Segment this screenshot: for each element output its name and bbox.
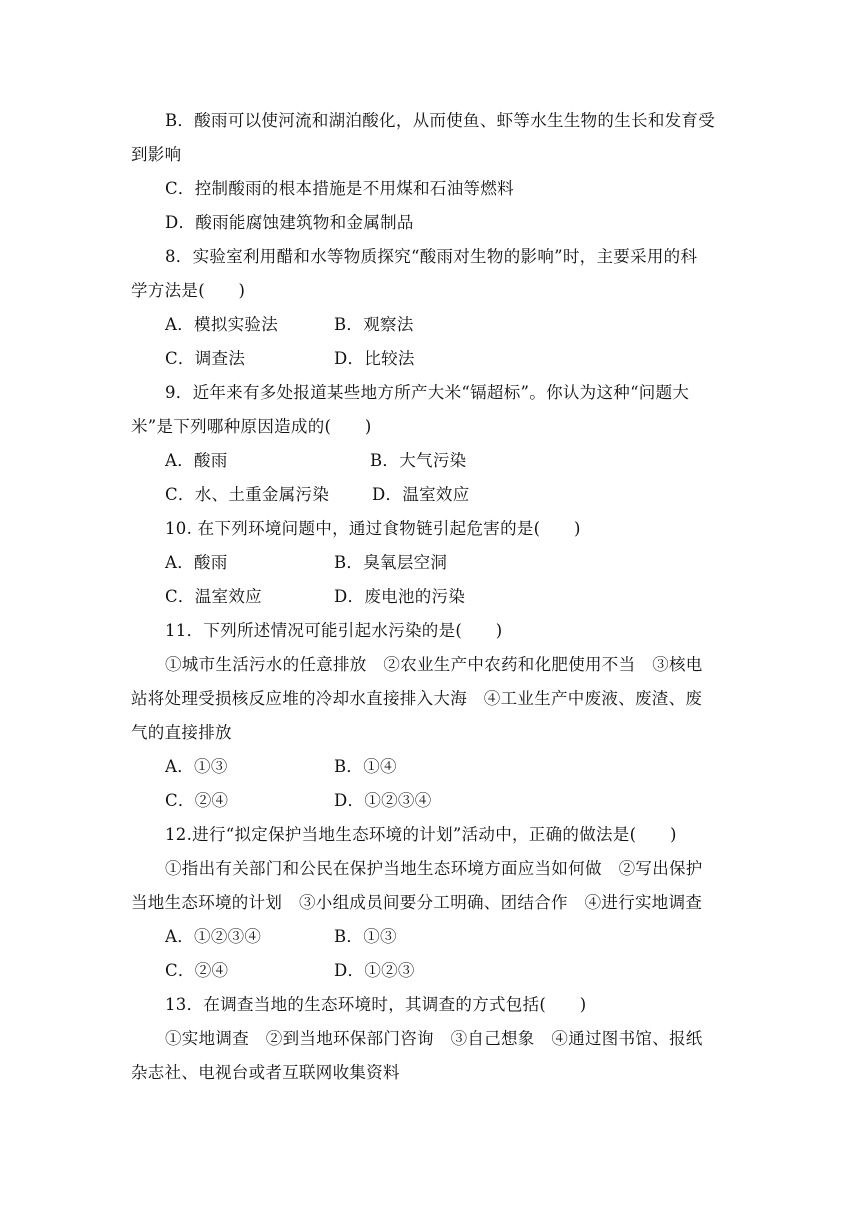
q8-option-c: C．调查法 (165, 349, 246, 368)
question-13: 13．在调查当地的生态环境时，其调查的方式包括( ) (165, 995, 587, 1014)
question-11: 11．下列所述情况可能引起水污染的是( ) (165, 621, 503, 640)
question-12: 12.进行“拟定保护当地生态环境的计划”活动中，正确的做法是( ) (165, 825, 677, 844)
q13-statement-line-2: 杂志社、电视台或者互联网收集资料 (131, 1063, 400, 1082)
q9-option-c: C．水、土重金属污染 (165, 485, 330, 504)
q10-option-b: B．臭氧层空洞 (334, 553, 448, 572)
q12-statement-line-2: 当地生态环境的计划 ③小组成员间要分工明确、团结合作 ④进行实地调查 (131, 893, 703, 912)
q11-option-a: A．①③ (165, 757, 228, 776)
q11-statement-line-2: 站将处理受损核反应堆的冷却水直接排入大海 ④工业生产中废液、废渣、废 (131, 689, 703, 708)
q12-option-d: D．①②③ (334, 961, 415, 980)
q9-option-d: D．温室效应 (372, 485, 470, 504)
q11-option-b: B．①④ (334, 757, 397, 776)
q11-option-d: D．①②③④ (334, 791, 432, 810)
q11-statement-line-1: ①城市生活污水的任意排放 ②农业生产中农药和化肥使用不当 ③核电 (165, 655, 703, 674)
question-8-line-1: 8．实验室利用醋和水等物质探究“酸雨对生物的影响”时，主要采用的科 (165, 247, 698, 266)
q12-statement-line-1: ①指出有关部门和公民在保护当地生态环境方面应当如何做 ②写出保护 (165, 859, 703, 878)
q8-option-d: D．比较法 (334, 349, 415, 368)
q9-option-a: A．酸雨 (165, 451, 228, 470)
option-b-line-1: B．酸雨可以使河流和湖泊酸化，从而使鱼、虾等水生生物的生长和发育受 (165, 111, 716, 130)
q10-option-d: D．废电池的污染 (334, 587, 466, 606)
option-b-line-2: 到影响 (131, 145, 182, 164)
q12-option-a: A．①②③④ (165, 927, 262, 946)
option-d: D．酸雨能腐蚀建筑物和金属制品 (165, 213, 414, 232)
question-9-line-1: 9．近年来有多处报道某些地方所产大米“镉超标”。你认为这种“问题大 (165, 383, 690, 402)
question-9-line-2: 米”是下列哪种原因造成的( ) (131, 417, 372, 436)
q8-option-a: A．模拟实验法 (165, 315, 279, 334)
q10-option-a: A．酸雨 (165, 553, 228, 572)
q8-option-b: B．观察法 (334, 315, 414, 334)
q12-option-c: C．②④ (165, 961, 229, 980)
q11-option-c: C．②④ (165, 791, 229, 810)
question-10: 10. 在下列环境问题中，通过食物链引起危害的是( ) (165, 519, 581, 538)
q11-statement-line-3: 气的直接排放 (131, 723, 232, 742)
question-8-line-2: 学方法是( ) (131, 281, 246, 300)
q13-statement-line-1: ①实地调查 ②到当地环保部门咨询 ③自己想象 ④通过图书馆、报纸 (165, 1029, 703, 1048)
q10-option-c: C．温室效应 (165, 587, 262, 606)
q12-option-b: B．①③ (334, 927, 397, 946)
q9-option-b: B．大气污染 (370, 451, 467, 470)
option-c: C．控制酸雨的根本措施是不用煤和石油等燃料 (165, 179, 514, 198)
